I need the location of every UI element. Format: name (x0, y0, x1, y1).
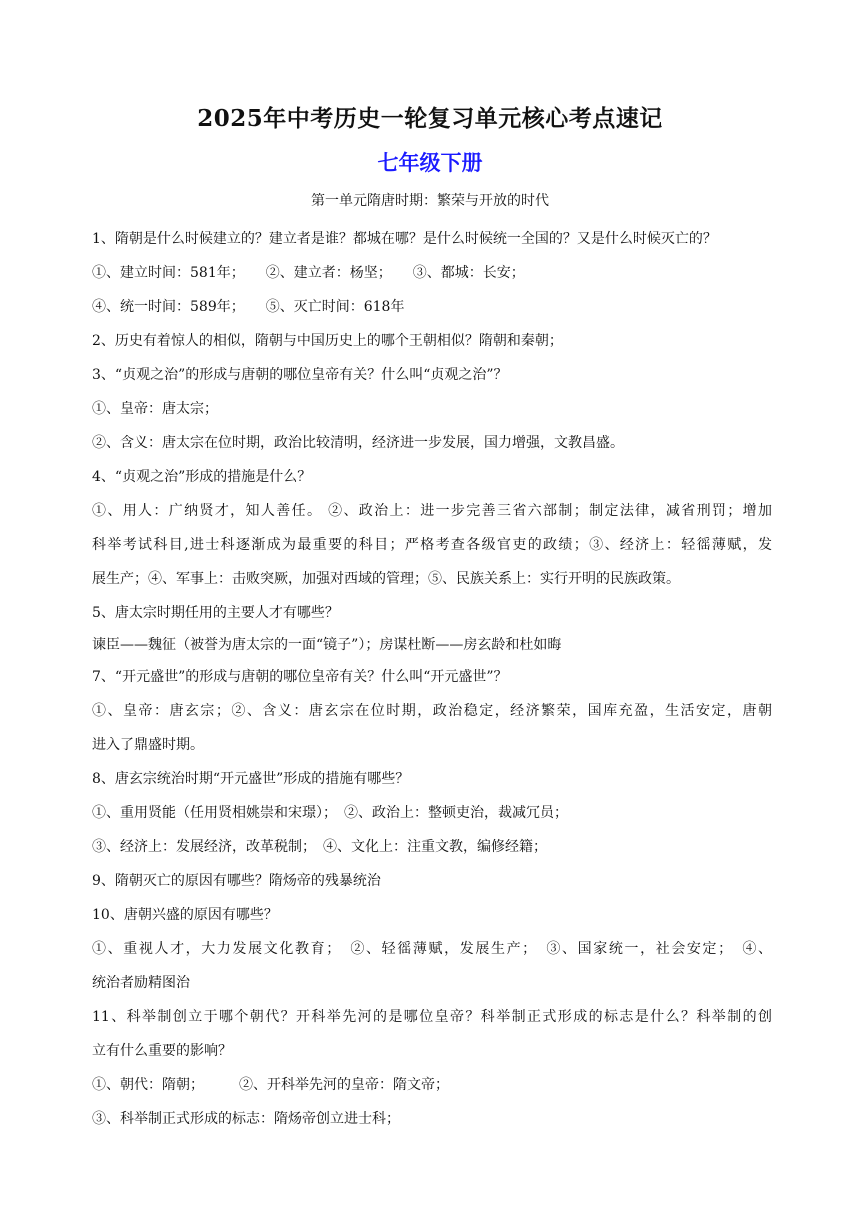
text-line: 2、历史有着惊人的相似，隋朝与中国历史上的哪个王朝相似？隋朝和秦朝； (92, 333, 563, 349)
document-body (92, 222, 772, 1136)
text-line: ①、朝代：隋朝； ②、开科举先河的皇帝：隋文帝； (92, 1077, 449, 1093)
text-line: 立有什么重要的影响？ (92, 1043, 232, 1059)
text-line: ①、重视人才，大力发展文化教育； ②、轻徭薄赋，发展生产； ③、国家统一，社会安定； ④、 (92, 941, 772, 957)
text-line: 11、科举制创立于哪个朝代？开科举先河的是哪位皇帝？科举制正式形成的标志是什么？科举制的创 (92, 1009, 772, 1025)
text-line: ①、皇帝：唐玄宗；②、含义：唐玄宗在位时期，政治稳定，经济繁荣，国库充盈，生活安定，唐朝 (92, 703, 772, 719)
text-line: 8、唐玄宗统治时期“开元盛世”形成的措施有哪些？ (92, 771, 410, 787)
text-line: ③、科举制正式形成的标志：隋炀帝创立进士科； (92, 1111, 400, 1127)
text-line: 谏臣——魏征（被誉为唐太宗的一面“镜子”）；房谋杜断——房玄龄和杜如晦 (92, 637, 562, 653)
text-line: 5、唐太宗时期任用的主要人才有哪些？ (92, 605, 339, 621)
text-line: ③、经济上：发展经济，改革税制； ④、文化上：注重文教，编修经籍； (92, 839, 547, 855)
text-line: 3、“贞观之治”的形成与唐朝的哪位皇帝有关？什么叫“贞观之治”？ (92, 367, 508, 383)
text-line: ①、建立时间：581年； ②、建立者：杨坚； ③、都城：长安； (92, 265, 525, 281)
text-line: ④、统一时间：589年； ⑤、灭亡时间：618年 (92, 299, 405, 315)
unit-heading: 第一单元隋唐时期：繁荣与开放的时代 (311, 193, 549, 209)
text-line: 10、唐朝兴盛的原因有哪些？ (92, 907, 278, 923)
text-line: 9、隋朝灭亡的原因有哪些？隋炀帝的残暴统治 (92, 873, 381, 889)
text-line: ②、含义：唐太宗在位时期，政治比较清明，经济进一步发展，国力增强，文教昌盛。 (92, 435, 624, 451)
text-line: 进入了鼎盛时期。 (92, 737, 204, 753)
page-title: 2025年中考历史一轮复习单元核心考点速记 (197, 105, 663, 132)
text-line: 7、“开元盛世”的形成与唐朝的哪位皇帝有关？什么叫“开元盛世”？ (92, 669, 508, 685)
text-line: 统治者励精图治 (92, 975, 190, 991)
text-line: ①、重用贤能（任用贤相姚崇和宋璟）； ②、政治上：整顿吏治，裁减冗员； (92, 805, 568, 821)
text-line: 4、“贞观之治”形成的措施是什么？ (92, 469, 312, 485)
grade-subtitle: 七年级下册 (377, 150, 483, 175)
text-line: 1、隋朝是什么时候建立的？建立者是谁？都城在哪？是什么时候统一全国的？又是什么时候灭亡的？ (92, 231, 717, 247)
text-line: 展生产；④、军事上：击败突厥，加强对西域的管理；⑤、民族关系上：实行开明的民族政策。 (92, 571, 680, 587)
text-line: ①、皇帝：唐太宗； (92, 401, 218, 417)
text-line: 科举考试科目,进士科逐渐成为最重要的科目；严格考查各级官吏的政绩；③、经济上：轻徭薄赋，发 (92, 537, 772, 553)
text-line: ①、用人：广纳贤才，知人善任。 ②、政治上：进一步完善三省六部制；制定法律，减省刑罚；增加 (92, 503, 772, 519)
